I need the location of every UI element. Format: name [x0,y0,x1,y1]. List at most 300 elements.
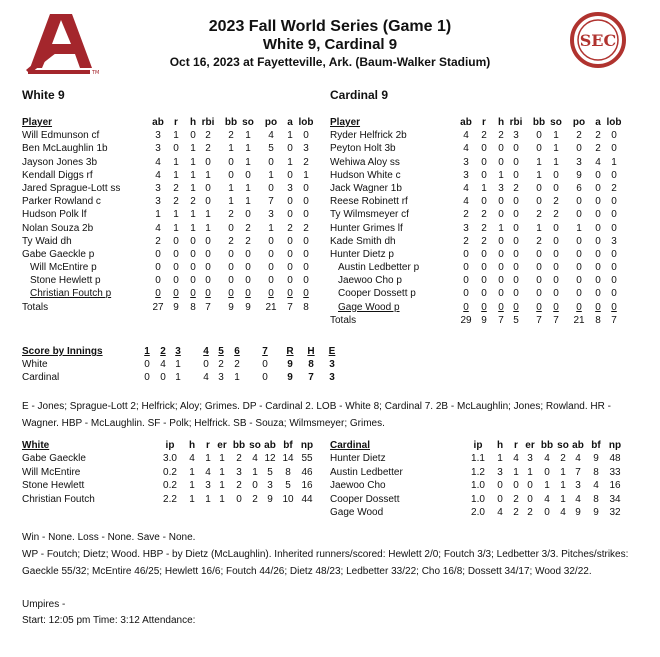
stat-bb: 1 [536,169,542,181]
stat-h: 1 [189,480,195,492]
player-row [22,236,322,249]
stat-lob: 0 [611,248,617,260]
stat-ab: 7 [575,466,581,478]
column-header-lob: lob [298,117,314,128]
stat-ip: 2.2 [163,493,177,505]
column-header-h: h [497,117,505,128]
column-header-ab: ab [460,117,472,128]
column-header-h: h [189,117,197,128]
player-row [22,288,322,301]
stat-so: 0 [553,182,559,194]
stat-bf: 8 [593,466,599,478]
player-row [330,249,630,262]
player-row [330,157,630,170]
stat-a: 0 [287,169,293,181]
stat-h: 4 [497,506,503,518]
stat-po: 0 [576,196,582,208]
stat-ab: 2 [463,235,469,247]
stat-r: 0 [481,248,487,260]
stat-ab: 4 [155,222,161,234]
stat-r: 1 [173,130,179,142]
stat-h: 0 [190,275,196,287]
total-lob: 7 [611,314,617,326]
stat-a: 0 [287,262,293,274]
stat-bb: 2 [228,130,234,142]
stat-ab: 4 [463,182,469,194]
stat-bf: 14 [282,453,294,465]
player-row [22,183,322,196]
stat-rbi: 0 [205,156,211,168]
stat-h: 0 [190,130,196,142]
column-header-a: a [287,117,293,128]
stat-r: 1 [173,209,179,221]
stat-bb: 0 [544,506,550,518]
linescore-row [22,372,342,385]
stat-so: 1 [553,130,559,142]
inning-runs: 4 [203,372,209,383]
stat-rbi: 0 [513,248,519,260]
inning-runs: 0 [144,359,150,370]
stat-po: 3 [576,156,582,168]
stat-bb: 0 [544,466,550,478]
stat-po: 0 [268,235,274,247]
stat-ab: 0 [155,262,161,274]
stat-rbi: 0 [513,301,519,313]
stat-so: 0 [553,275,559,287]
stat-bb: 0 [536,288,542,300]
pitching-header-row [330,440,620,453]
total-ab: 29 [460,314,472,326]
stat-so: 1 [560,493,566,505]
stat-bb: 2 [236,453,242,465]
stat-po: 3 [268,209,274,221]
column-header-po: po [572,117,586,128]
stat-a: 0 [287,143,293,155]
total-ab: 27 [152,301,164,313]
visitor-batting-table [22,117,322,315]
stat-ab: 3 [463,222,469,234]
stat-a: 0 [287,196,293,208]
stat-bf: 8 [285,466,291,478]
stat-lob: 0 [611,275,617,287]
column-header-h: h [188,440,196,451]
stat-rbi: 0 [513,169,519,181]
stat-po: 0 [576,235,582,247]
stat-r: 1 [205,493,211,505]
inning-runs: 2 [234,359,240,370]
column-header-er: er [525,440,535,451]
total-h: 8 [190,301,196,313]
inning-header: 5 [218,346,224,357]
player-row [22,196,322,209]
player-row [330,130,630,143]
stat-ab: 1 [155,209,161,221]
player-row [330,170,630,183]
column-header-bf: bf [283,440,293,451]
stat-r: 0 [173,262,179,274]
stat-bb: 1 [228,196,234,208]
player-name: Cooper Dossett p [338,288,416,300]
player-name: Hudson Polk lf [22,209,87,221]
inning-runs: 3 [218,372,224,383]
pitcher-name: Stone Hewlett [22,480,85,492]
total-rbi: 5 [513,314,519,326]
player-name: Gage Wood p [338,301,400,313]
pitcher-name: Hunter Dietz [330,453,386,465]
stat-lob: 0 [611,130,617,142]
player-row [22,130,322,143]
stat-ab: 2 [155,235,161,247]
stat-r: 1 [513,466,519,478]
stat-bf: 9 [593,453,599,465]
stat-er: 1 [219,466,225,478]
stat-h: 0 [497,493,503,505]
stat-h: 1 [190,143,196,155]
stat-a: 0 [595,275,601,287]
total-lob: 8 [303,301,309,313]
stat-po: 2 [576,130,582,142]
stat-bf: 5 [285,480,291,492]
stat-so: 4 [560,506,566,518]
stat-r: 1 [481,182,487,194]
date-location: Oct 16, 2023 at Fayetteville, Ark. (Baum-Walker Stadium) [169,55,491,69]
stat-r: 2 [481,222,487,234]
linescore-team: White [22,359,48,370]
stat-rbi: 2 [205,143,211,155]
player-column-header: Player [22,117,53,128]
stat-h: 0 [190,248,196,260]
stat-h: 0 [190,288,196,300]
stat-bb: 0 [228,288,234,300]
stat-a: 0 [595,222,601,234]
stat-bb: 0 [228,248,234,260]
stat-a: 0 [595,288,601,300]
stat-lob: 0 [611,196,617,208]
stat-ip: 1.2 [471,466,485,478]
player-name: Hunter Dietz p [330,248,394,260]
stat-er: 1 [527,466,533,478]
stat-r: 0 [173,275,179,287]
stat-er: 1 [219,493,225,505]
player-name: Ryder Helfrick 2b [330,130,407,142]
stat-r: 0 [173,235,179,247]
inning-runs: 4 [160,359,166,370]
stat-bb: 3 [236,466,242,478]
column-header-ab: ab [264,440,276,451]
final-score: White 9, Cardinal 9 [262,36,398,53]
column-header-bb: bb [532,117,546,128]
stat-po: 0 [576,248,582,260]
stat-a: 0 [595,182,601,194]
player-row [330,209,630,222]
stat-h: 0 [498,196,504,208]
stat-lob: 0 [303,262,309,274]
column-header-bb: bb [224,117,238,128]
column-header-so: so [242,117,254,128]
pitcher-row [22,467,312,480]
stat-po: 0 [576,262,582,274]
player-row [22,275,322,288]
stat-lob: 0 [303,235,309,247]
column-header-bb: bb [232,440,246,451]
stat-bb: 0 [536,182,542,194]
stat-bb: 0 [536,301,542,313]
stat-a: 0 [595,196,601,208]
stat-a: 0 [595,169,601,181]
stat-lob: 3 [611,235,617,247]
stat-rbi: 2 [205,130,211,142]
stat-so: 0 [245,288,251,300]
stat-bb: 1 [228,143,234,155]
inning-header: 2 [160,346,166,357]
player-name: Jayson Jones 3b [22,156,98,168]
inning-runs: 0 [160,372,166,383]
stat-lob: 3 [303,143,309,155]
stat-so: 1 [560,480,566,492]
batting-header-row [330,117,630,130]
player-name: Jaewoo Cho p [338,275,402,287]
player-name: Jared Sprague-Lott ss [22,182,121,194]
stat-ab: 3 [155,143,161,155]
stat-er: 2 [527,506,533,518]
pitcher-name: Gabe Gaeckle [22,453,86,465]
player-name: Stone Hewlett p [30,275,101,287]
stat-so: 0 [553,288,559,300]
stat-np: 48 [609,453,621,465]
stat-h: 0 [498,275,504,287]
player-name: Gabe Gaeckle p [22,248,95,260]
pitching-team-header: White [22,440,50,451]
decisions-note: Win - None. Loss - None. Save - None. [22,532,196,543]
stat-ab: 12 [264,453,276,465]
column-header-so: so [557,440,569,451]
stat-np: 32 [609,506,621,518]
stat-h: 0 [498,248,504,260]
stat-so: 0 [553,222,559,234]
stat-h: 0 [497,480,503,492]
stat-ip: 2.0 [471,506,485,518]
stat-h: 1 [498,222,504,234]
home-batting-table [330,117,630,328]
stat-r: 2 [173,196,179,208]
stat-r: 0 [173,288,179,300]
pitcher-name: Austin Ledbetter [330,466,403,478]
total-r: 9 [173,301,179,313]
stat-a: 0 [287,288,293,300]
stat-a: 0 [287,235,293,247]
stat-er: 0 [527,493,533,505]
stat-so: 4 [252,453,258,465]
player-row [330,302,630,315]
stat-bb: 0 [228,222,234,234]
stat-po: 7 [268,196,274,208]
column-header-a: a [595,117,601,128]
stat-rbi: 0 [205,235,211,247]
stat-bb: 4 [544,453,550,465]
stat-ab: 4 [575,453,581,465]
player-row [330,236,630,249]
inning-header: 1 [144,346,150,357]
total-r: 9 [481,314,487,326]
totals-label: Totals [22,301,49,313]
rhe-value: 9 [287,372,293,383]
stat-rbi: 2 [513,182,519,194]
player-name: Nolan Souza 2b [22,222,94,234]
pitcher-name: Gage Wood [330,506,384,518]
player-name: Ty Waid dh [22,235,72,247]
stat-h: 2 [190,196,196,208]
column-header-er: er [217,440,227,451]
inning-header: 4 [203,346,209,357]
stat-np: 34 [609,493,621,505]
home-pitching-table [330,440,620,520]
player-name: Kade Smith dh [330,235,396,247]
start-time-note: Start: 12:05 pm Time: 3:12 Attendance: [22,615,196,626]
stat-rbi: 0 [513,235,519,247]
stat-r: 1 [173,169,179,181]
stat-lob: 2 [303,222,309,234]
player-row [330,143,630,156]
stat-so: 2 [553,209,559,221]
player-name: Ben McLaughlin 1b [22,143,108,155]
stat-a: 0 [595,209,601,221]
total-so: 7 [553,314,559,326]
total-so: 9 [245,301,251,313]
stat-lob: 0 [611,222,617,234]
inning-runs: 0 [203,359,209,370]
totals-row [330,315,630,328]
stat-bb: 0 [536,196,542,208]
stat-a: 2 [595,130,601,142]
player-row [330,288,630,301]
stat-bb: 0 [536,143,542,155]
player-row [22,157,322,170]
player-name: Hudson White c [330,169,401,181]
stat-a: 2 [595,143,601,155]
stat-so: 0 [553,262,559,274]
stat-po: 1 [268,169,274,181]
stat-ab: 3 [575,480,581,492]
stat-bb: 1 [544,480,550,492]
stat-so: 1 [560,466,566,478]
stat-bb: 2 [236,480,242,492]
stat-ab: 3 [463,156,469,168]
stat-h: 0 [498,209,504,221]
sec-logo-text: SEC [579,31,617,50]
stat-lob: 0 [303,196,309,208]
stat-np: 55 [301,453,313,465]
player-name: Wehiwa Aloy ss [330,156,400,168]
stat-bb: 2 [536,209,542,221]
total-po: 21 [573,314,585,326]
visitor-team-name: White 9 [22,88,65,102]
stat-bb: 2 [228,235,234,247]
rhe-header: R [286,346,294,357]
inning-header: 7 [262,346,268,357]
column-header-rbi: rbi [201,117,215,128]
stat-rbi: 0 [205,182,211,194]
player-row [330,275,630,288]
stat-so: 0 [245,275,251,287]
stat-h: 4 [189,453,195,465]
stat-r: 2 [173,182,179,194]
stat-ip: 1.0 [471,480,485,492]
column-header-ip: ip [165,440,175,451]
total-rbi: 7 [205,301,211,313]
stat-h: 1 [190,182,196,194]
stat-bb: 4 [544,493,550,505]
stat-ab: 5 [267,466,273,478]
stat-ab: 0 [155,248,161,260]
column-header-np: np [608,440,622,451]
total-h: 7 [498,314,504,326]
inning-header: 6 [234,346,240,357]
stat-rbi: 1 [205,169,211,181]
stat-ab: 0 [463,248,469,260]
column-header-so: so [249,440,261,451]
stat-r: 0 [481,288,487,300]
stat-ab: 3 [267,480,273,492]
column-header-bf: bf [591,440,601,451]
stat-h: 0 [498,235,504,247]
pitching-notes: WP - Foutch; Dietz; Wood. HBP - by Dietz (McLaughlin). Inherited runners/scored: Hewlett 2/0; Foutch 3/3; Ledbetter 3/3. Pitches/strikes: Gaeckle 55/32; McEntire 46/25; Hewlett 16/6; Foutch 44/26; Dietz 48/23; Ledbetter 33/22; Cho 16/8; Dossett 34/17; Wood 32/22. [22,549,629,577]
stat-ab: 9 [267,493,273,505]
stat-ab: 4 [155,156,161,168]
player-name: Reese Robinett rf [330,196,408,208]
stat-so: 2 [252,493,258,505]
stat-r: 0 [513,480,519,492]
stat-lob: 2 [611,182,617,194]
stat-ab: 0 [463,288,469,300]
stat-ab: 3 [463,169,469,181]
stat-bf: 8 [593,493,599,505]
stat-ab: 0 [463,275,469,287]
stat-bb: 0 [536,248,542,260]
stat-rbi: 0 [513,262,519,274]
player-name: Christian Foutch p [30,288,112,300]
stat-so: 0 [245,248,251,260]
stat-ab: 4 [463,130,469,142]
player-row [22,209,322,222]
stat-rbi: 0 [205,275,211,287]
stat-rbi: 1 [205,209,211,221]
linescore-row [22,359,342,372]
stat-po: 4 [268,130,274,142]
player-row [330,196,630,209]
stat-po: 0 [268,156,274,168]
column-header-bb: bb [540,440,554,451]
stat-a: 0 [595,248,601,260]
stat-h: 0 [498,143,504,155]
stat-po: 0 [268,275,274,287]
stat-so: 0 [553,301,559,313]
stat-rbi: 0 [513,196,519,208]
stat-a: 4 [595,156,601,168]
stat-ab: 4 [463,143,469,155]
stat-h: 0 [498,262,504,274]
stat-ip: 1.1 [471,453,485,465]
column-header-ip: ip [473,440,483,451]
stat-np: 16 [301,480,313,492]
stat-so: 0 [245,209,251,221]
pitcher-name: Cooper Dossett [330,493,400,505]
stat-h: 0 [498,156,504,168]
pitching-team-header: Cardinal [330,440,371,451]
stat-ab: 3 [155,182,161,194]
stat-po: 0 [576,301,582,313]
stat-h: 1 [189,493,195,505]
column-header-lob: lob [606,117,622,128]
